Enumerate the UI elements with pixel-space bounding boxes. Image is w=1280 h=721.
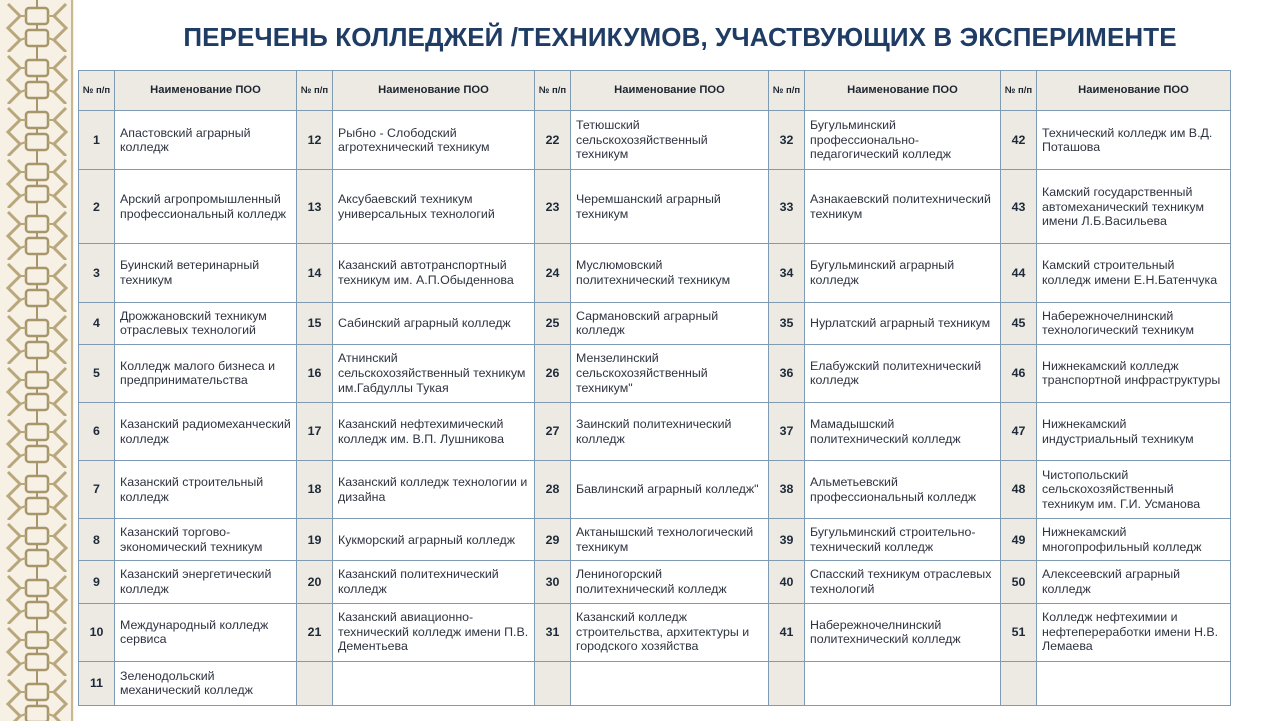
- college-name: [571, 661, 769, 705]
- college-name: Колледж нефтехимии и нефтепереработки имени Н.В. Лемаева: [1037, 603, 1231, 661]
- college-name: Казанский колледж строительства, архитектуры и городского хозяйства: [571, 603, 769, 661]
- college-name: Казанский радиомеханческий колледж: [115, 402, 297, 460]
- row-number: 39: [769, 519, 805, 561]
- college-name: Набережночелнинский политехнический колледж: [805, 603, 1001, 661]
- row-number: 4: [79, 302, 115, 344]
- row-number: 47: [1001, 402, 1037, 460]
- college-name: Казанский авиационно-технический колледж имени П.В. Дементьева: [333, 603, 535, 661]
- college-name: Набережночелнинский технологический техникум: [1037, 302, 1231, 344]
- college-name: Лениногорский политехнический колледж: [571, 561, 769, 603]
- row-number: 51: [1001, 603, 1037, 661]
- row-number: 8: [79, 519, 115, 561]
- college-name: Казанский энергетический колледж: [115, 561, 297, 603]
- college-name: Казанский нефтехимический колледж им. В.П. Лушникова: [333, 402, 535, 460]
- row-number: 42: [1001, 111, 1037, 170]
- row-number: [535, 661, 571, 705]
- college-name: Муслюмовский политехнический техникум: [571, 244, 769, 302]
- college-name: Альметьевский профессиональный колледж: [805, 461, 1001, 519]
- row-number: 13: [297, 170, 333, 244]
- row-number: 9: [79, 561, 115, 603]
- row-number: 35: [769, 302, 805, 344]
- row-number: 22: [535, 111, 571, 170]
- row-number: 11: [79, 661, 115, 705]
- college-name: Заинский политехнический колледж: [571, 402, 769, 460]
- table-row: [79, 661, 1231, 705]
- college-name: Тетюшский сельскохозяйственный техникум: [571, 111, 769, 170]
- college-name: Колледж малого бизнеса и предпринимательства: [115, 344, 297, 402]
- college-name: Апастовский аграрный колледж: [115, 111, 297, 170]
- college-name: Актанышский технологический техникум: [571, 519, 769, 561]
- row-number: 7: [79, 461, 115, 519]
- college-name: Нижнекамский индустриальный техникум: [1037, 402, 1231, 460]
- num-header: № п/п: [297, 71, 333, 111]
- college-name: Дрожжановский техникум отраслевых технологий: [115, 302, 297, 344]
- college-name: Рыбно - Слободский агротехнический техникум: [333, 111, 535, 170]
- row-number: 36: [769, 344, 805, 402]
- row-number: 44: [1001, 244, 1037, 302]
- row-number: 49: [1001, 519, 1037, 561]
- college-name: Бавлинский аграрный колледж": [571, 461, 769, 519]
- decorative-ornament-border: [0, 0, 74, 721]
- row-number: 24: [535, 244, 571, 302]
- colleges-table: [78, 70, 1231, 706]
- row-number: 40: [769, 561, 805, 603]
- row-number: [769, 661, 805, 705]
- row-number: 25: [535, 302, 571, 344]
- college-name: Казанский политехнический колледж: [333, 561, 535, 603]
- college-name: [805, 661, 1001, 705]
- ornament-pattern-icon: [0, 0, 74, 721]
- row-number: 6: [79, 402, 115, 460]
- college-name: Азнакаевский политехнический техникум: [805, 170, 1001, 244]
- row-number: [1001, 661, 1037, 705]
- num-header: № п/п: [769, 71, 805, 111]
- college-name: Чистопольский сельскохозяйственный техникум им. Г.И. Усманова: [1037, 461, 1231, 519]
- row-number: 3: [79, 244, 115, 302]
- row-number: 26: [535, 344, 571, 402]
- college-name: Черемшанский аграрный техникум: [571, 170, 769, 244]
- table-row: [79, 402, 1231, 460]
- row-number: 20: [297, 561, 333, 603]
- row-number: 2: [79, 170, 115, 244]
- college-name: Нурлатский аграрный техникум: [805, 302, 1001, 344]
- college-name: Нижнекамский колледж транспортной инфраструктуры: [1037, 344, 1231, 402]
- name-header: Наименование ПОО: [115, 71, 297, 111]
- num-header: № п/п: [535, 71, 571, 111]
- row-number: 46: [1001, 344, 1037, 402]
- table-row: [79, 111, 1231, 170]
- college-name: Мензелинский сельскохозяйственный техникум": [571, 344, 769, 402]
- row-number: 16: [297, 344, 333, 402]
- college-name: [1037, 661, 1231, 705]
- page-title: ПЕРЕЧЕНЬ КОЛЛЕДЖЕЙ /ТЕХНИКУМОВ, УЧАСТВУЮЩИХ В ЭКСПЕРИМЕНТЕ: [183, 22, 1177, 52]
- college-name: Бугульминский аграрный колледж: [805, 244, 1001, 302]
- row-number: 32: [769, 111, 805, 170]
- row-number: 17: [297, 402, 333, 460]
- name-header: Наименование ПОО: [1037, 71, 1231, 111]
- college-name: Зеленодольский механический колледж: [115, 661, 297, 705]
- name-header: Наименование ПОО: [333, 71, 535, 111]
- row-number: 18: [297, 461, 333, 519]
- row-number: 14: [297, 244, 333, 302]
- row-number: 15: [297, 302, 333, 344]
- row-number: 5: [79, 344, 115, 402]
- college-name: Камский государственный автомеханический техникум имени Л.Б.Васильева: [1037, 170, 1231, 244]
- college-name: Международный колледж сервиса: [115, 603, 297, 661]
- college-name: Алексеевский аграрный колледж: [1037, 561, 1231, 603]
- row-number: 23: [535, 170, 571, 244]
- college-name: [333, 661, 535, 705]
- table-row: [79, 170, 1231, 244]
- row-number: 50: [1001, 561, 1037, 603]
- row-number: 21: [297, 603, 333, 661]
- college-name: Елабужский политехнический колледж: [805, 344, 1001, 402]
- college-name: Арский агропромышленный профессиональный колледж: [115, 170, 297, 244]
- row-number: 28: [535, 461, 571, 519]
- college-name: Сабинский аграрный колледж: [333, 302, 535, 344]
- college-name: Аксубаевский техникум универсальных технологий: [333, 170, 535, 244]
- row-number: 43: [1001, 170, 1037, 244]
- college-name: Казанский торгово-экономический техникум: [115, 519, 297, 561]
- row-number: 1: [79, 111, 115, 170]
- row-number: 34: [769, 244, 805, 302]
- row-number: 31: [535, 603, 571, 661]
- table-row: [79, 461, 1231, 519]
- row-number: 12: [297, 111, 333, 170]
- row-number: 48: [1001, 461, 1037, 519]
- college-name: Камский строительный колледж имени Е.Н.Батенчука: [1037, 244, 1231, 302]
- row-number: 37: [769, 402, 805, 460]
- row-number: 29: [535, 519, 571, 561]
- num-header: № п/п: [79, 71, 115, 111]
- college-name: Бугульминский строительно-технический колледж: [805, 519, 1001, 561]
- row-number: 33: [769, 170, 805, 244]
- college-name: Атнинский сельскохозяйственный техникум им.Габдуллы Тукая: [333, 344, 535, 402]
- table-row: [79, 519, 1231, 561]
- table-row: [79, 244, 1231, 302]
- table-row: [79, 302, 1231, 344]
- row-number: 30: [535, 561, 571, 603]
- college-name: Бугульминский профессионально-педагогический колледж: [805, 111, 1001, 170]
- college-name: Спасский техникум отраслевых технологий: [805, 561, 1001, 603]
- row-number: [297, 661, 333, 705]
- row-number: 38: [769, 461, 805, 519]
- row-number: 19: [297, 519, 333, 561]
- table-row: [79, 603, 1231, 661]
- table-row: [79, 344, 1231, 402]
- college-name: Казанский колледж технологии и дизайна: [333, 461, 535, 519]
- name-header: Наименование ПОО: [805, 71, 1001, 111]
- row-number: 27: [535, 402, 571, 460]
- table-row: [79, 561, 1231, 603]
- college-name: Казанский строительный колледж: [115, 461, 297, 519]
- row-number: 10: [79, 603, 115, 661]
- college-name: Технический колледж им В.Д. Поташова: [1037, 111, 1231, 170]
- row-number: 41: [769, 603, 805, 661]
- table-header-row: [79, 71, 1231, 111]
- college-name: Буинский ветеринарный техникум: [115, 244, 297, 302]
- college-name: Кукморский аграрный колледж: [333, 519, 535, 561]
- college-name: Сармановский аграрный колледж: [571, 302, 769, 344]
- name-header: Наименование ПОО: [571, 71, 769, 111]
- college-name: Нижнекамский многопрофильный колледж: [1037, 519, 1231, 561]
- college-name: Мамадышский политехнический колледж: [805, 402, 1001, 460]
- row-number: 45: [1001, 302, 1037, 344]
- college-name: Казанский автотранспортный техникум им. А.П.Обыденнова: [333, 244, 535, 302]
- num-header: № п/п: [1001, 71, 1037, 111]
